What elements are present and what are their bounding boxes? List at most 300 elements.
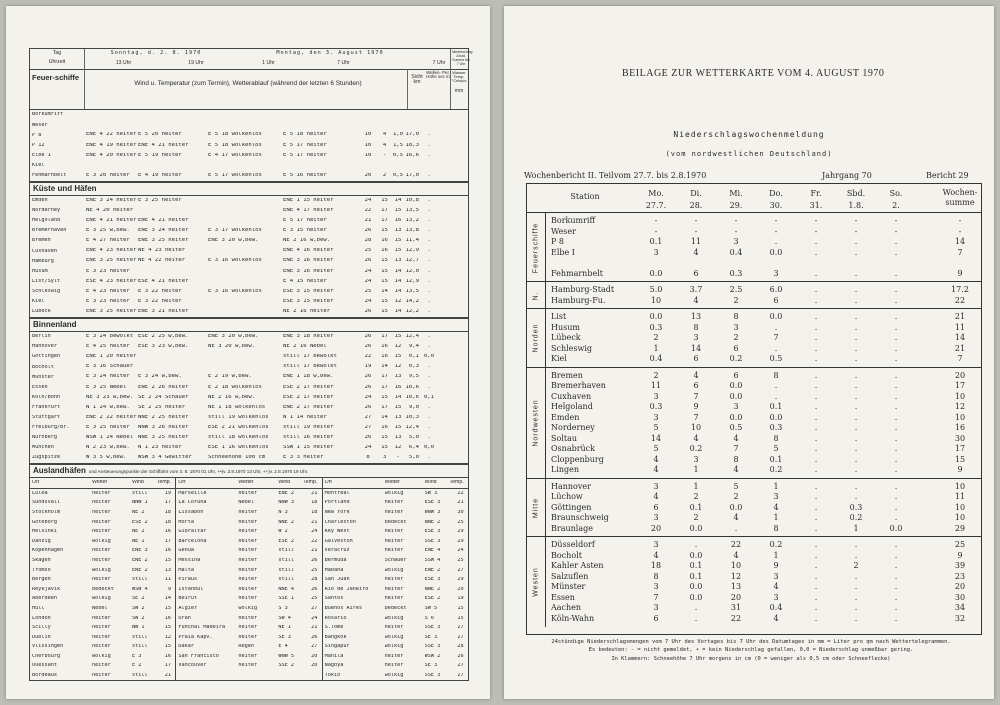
value-cell: 3.7: [689, 285, 703, 294]
table-row: [545, 258, 981, 269]
value-cell: NNE 4: [278, 586, 294, 592]
value-cell: .: [854, 492, 858, 501]
value-cell: 15: [381, 445, 388, 451]
time-19: 19 Uhr: [188, 60, 204, 66]
port-name: Bangkok: [324, 634, 347, 640]
value-cell: heiter: [238, 548, 258, 554]
sum-cell: 12: [954, 402, 966, 411]
value-cell: 15: [394, 334, 402, 340]
sum-cell: 7: [957, 354, 963, 363]
value-cell: .: [894, 268, 898, 278]
value-cell: .: [814, 391, 818, 401]
value-cell: 0.0: [769, 312, 783, 321]
value-cell: heiter: [92, 634, 111, 640]
value-cell: heiter: [92, 548, 111, 554]
value-cell: 27: [364, 424, 372, 430]
header-cell: Ort: [324, 480, 332, 486]
value-cell: 0.0: [649, 268, 663, 278]
station-name: Düsseldorf: [551, 540, 595, 549]
value-cell: heiter: [238, 653, 258, 659]
value-cell: 8: [733, 312, 739, 321]
sum-cell: 21: [954, 343, 966, 353]
observation-cell: NE 3 20 w,bew.: [208, 344, 256, 350]
value-cell: heiter: [384, 653, 404, 659]
value-cell: 0.2: [689, 444, 703, 453]
value-cell: E 4: [278, 644, 288, 650]
kueste-title: Küste und Häfen: [30, 183, 468, 196]
observation-cell: ENE 4 16 heiter: [283, 248, 334, 254]
value-cell: 6: [693, 268, 699, 278]
table-row: [30, 565, 175, 575]
table-row: [30, 594, 175, 604]
value-cell: 14: [164, 596, 171, 602]
header-cell: Wind: [424, 480, 437, 486]
observation-cell: NE 3 23 w,bew.: [86, 394, 134, 400]
value-cell: 24: [364, 197, 372, 203]
observation-cell: E 3 16 wolkenlos: [208, 288, 262, 294]
value-cell: 14: [394, 278, 402, 284]
day-header: Fr.: [810, 189, 822, 198]
value-cell: 12: [394, 344, 402, 350]
value-cell: .: [814, 603, 818, 612]
sum-cell: 16: [954, 423, 966, 432]
port-name: Montreal: [324, 490, 350, 496]
observation-cell: E 3 24 bewölkt: [86, 334, 134, 340]
value-cell: still: [132, 673, 148, 679]
table-row: [176, 508, 321, 518]
port-name: Habana: [324, 567, 344, 573]
observation-cell: N 2 23 w,bew.: [86, 445, 130, 451]
table-row: [545, 248, 981, 259]
value-cell: .: [427, 152, 431, 158]
value-cell: 12: [164, 634, 171, 640]
value-cell: .: [427, 288, 431, 294]
value-cell: 16: [381, 424, 388, 430]
value-cell: 20: [311, 653, 318, 659]
value-cell: heiter: [238, 529, 258, 535]
auslandhaefen-title: Auslandhäfen: [33, 466, 86, 475]
group-label: Nordwesten: [532, 399, 540, 447]
header-cell: Temp.: [156, 480, 171, 486]
value-cell: 3: [653, 582, 659, 591]
observation-cell: ENE 3 20 w,bew.: [208, 238, 259, 244]
observation-cell: E 4 23 heiter: [86, 288, 130, 294]
value-cell: .: [894, 571, 898, 581]
table-row: [545, 392, 981, 403]
value-cell: 3: [773, 492, 779, 501]
value-cell: 0.0: [729, 412, 743, 422]
table-row: [30, 130, 468, 140]
value-cell: .: [427, 228, 431, 234]
observation-cell: ESE 4 23 heiter: [86, 278, 137, 284]
value-cell: 14: [381, 364, 388, 370]
value-cell: 2: [733, 295, 739, 305]
value-cell: 0.3: [769, 423, 783, 432]
value-cell: 14: [394, 197, 402, 203]
time-7: 7 Uhr: [337, 60, 350, 66]
value-cell: 15: [381, 308, 388, 314]
sum-cell: 39: [954, 561, 966, 570]
table-row: [323, 652, 468, 662]
value-cell: 9: [167, 586, 171, 592]
table-row: [30, 661, 175, 671]
station-name: Helgoland: [32, 218, 61, 224]
value-cell: 6: [733, 370, 739, 380]
value-cell: 14: [394, 394, 402, 400]
value-cell: 15: [381, 394, 388, 400]
value-cell: 21: [311, 519, 318, 525]
value-cell: heiter: [238, 634, 258, 640]
value-cell: .: [774, 391, 778, 401]
value-cell: 10: [690, 423, 702, 432]
port-name: Praia Kapv.: [178, 634, 213, 640]
table-row: [545, 216, 981, 227]
value-cell: 11,4: [405, 238, 419, 244]
value-cell: heiter: [92, 615, 111, 621]
table-row: [30, 623, 175, 633]
value-cell: SSE 3: [424, 644, 441, 650]
table-header: [29, 48, 473, 109]
value-cell: .: [894, 237, 898, 246]
value-cell: .: [854, 268, 858, 278]
station-name: Cuxhaven: [32, 248, 57, 254]
value-cell: 16,6: [405, 152, 419, 158]
uhrzeit-label: Uhrzeit: [48, 59, 66, 65]
value-cell: 12,7: [405, 258, 419, 264]
value-cell: 5: [653, 423, 659, 432]
value-cell: 0.1: [689, 561, 703, 570]
value-cell: 13: [394, 228, 402, 234]
value-cell: 6: [653, 613, 659, 623]
station-name: Kiel: [32, 162, 45, 168]
value-cell: 4: [773, 502, 779, 512]
value-cell: 5.0: [649, 285, 663, 294]
table-row: [545, 371, 981, 382]
value-cell: .: [854, 550, 858, 560]
table-row: [323, 661, 468, 671]
value-cell: .: [427, 384, 431, 390]
port-name: Malta: [178, 567, 194, 573]
value-cell: .: [854, 433, 858, 443]
value-cell: heiter: [238, 615, 258, 621]
value-cell: still: [278, 548, 294, 554]
value-cell: 29: [457, 538, 464, 544]
value-cell: SSE 3: [424, 625, 441, 631]
value-cell: 12,2: [405, 308, 419, 314]
value-cell: 12,0: [405, 268, 419, 274]
station-name: Emden: [32, 198, 48, 204]
port-name: Charleston: [324, 519, 356, 525]
value-cell: ESE 3: [424, 500, 441, 506]
value-cell: .: [814, 561, 818, 570]
value-cell: 21: [457, 500, 464, 506]
value-cell: 20: [730, 592, 742, 602]
table-row: [323, 556, 468, 566]
observation-cell: NE 2 16 w,bew.: [208, 394, 256, 400]
value-cell: 3: [773, 571, 779, 581]
value-cell: 0.0: [649, 312, 663, 321]
observation-cell: NE 1 18 wolkenlos: [208, 404, 266, 410]
value-cell: 17,0: [405, 172, 419, 178]
value-cell: 12,4: [405, 334, 419, 340]
value-cell: .: [427, 248, 431, 254]
value-cell: 1,5: [392, 142, 404, 148]
station-name: Göttingen: [32, 354, 61, 360]
observation-cell: E 3 24 heiter: [86, 374, 130, 380]
header-cell: Wind: [132, 480, 144, 486]
value-cell: 24: [364, 394, 372, 400]
value-cell: 16: [381, 248, 388, 254]
value-cell: .: [854, 237, 858, 246]
station-name: Bocholt: [551, 550, 582, 560]
group-label-cell: [527, 309, 546, 368]
value-cell: WNW 5: [278, 653, 294, 659]
port-name: Vlissingen: [32, 644, 64, 650]
port-name: Marseille: [178, 490, 207, 496]
value-cell: 5: [733, 481, 739, 491]
value-cell: 9: [693, 402, 699, 411]
value-cell: heiter: [384, 577, 404, 583]
station-group: [527, 308, 981, 368]
sum-header: Wochen-summe: [942, 188, 978, 208]
sum-cell: 10: [954, 513, 966, 522]
table-row: [176, 642, 321, 652]
station-name: List/Sylt: [32, 278, 61, 284]
value-cell: -: [396, 455, 400, 461]
value-cell: 12,9: [405, 278, 419, 284]
station-name: Emden: [551, 412, 580, 422]
value-cell: heiter: [384, 529, 404, 535]
value-cell: 28: [457, 644, 464, 650]
observation-cell: NE 2 16 heiter: [283, 308, 331, 314]
value-cell: WSW 4: [132, 586, 148, 592]
observation-cell: ESE 2 25 w,bew.: [138, 334, 189, 340]
value-cell: 12: [730, 571, 742, 581]
port-name: Kopenhagen: [32, 548, 64, 554]
value-cell: 14: [394, 308, 402, 314]
station-name: Weser: [32, 122, 48, 128]
sum-cell: 9: [957, 465, 963, 474]
port-name: Vancouver: [178, 663, 207, 669]
sum-cell: 22: [954, 295, 966, 305]
value-cell: 7: [693, 412, 699, 422]
value-cell: wolkig: [384, 673, 404, 679]
value-cell: heiter: [238, 538, 258, 544]
value-cell: 5,0: [408, 434, 419, 440]
header-cell: Wind: [278, 480, 291, 486]
value-cell: 12: [394, 445, 402, 451]
sum-cell: 7: [957, 247, 963, 257]
value-cell: -: [894, 226, 898, 236]
period-label: vom 27.7. bis 2.8.1970: [614, 171, 707, 180]
port-name: Istanbul: [178, 586, 204, 592]
observation-cell: E 3 22 heiter: [138, 298, 182, 304]
page-title: BEILAGE ZUR WETTERKARTE VOM 4. AUGUST 1970: [622, 68, 885, 79]
value-cell: NE 2: [132, 509, 145, 515]
value-cell: 16: [394, 218, 402, 224]
value-cell: heiter: [92, 577, 111, 583]
value-cell: NNW 1: [132, 500, 148, 506]
value-cell: 15: [394, 354, 402, 360]
value-cell: 24: [311, 529, 318, 535]
feuerschiffe-header: Feuer-schiffe: [32, 73, 80, 82]
table-row: [545, 312, 981, 323]
value-cell: 0.3: [649, 322, 663, 332]
value-cell: 25: [457, 557, 464, 563]
group-label: Norden: [532, 323, 540, 353]
table-row: [30, 332, 468, 342]
table-row: [545, 323, 981, 334]
value-cell: 13: [394, 258, 402, 264]
group-label: Mitte: [532, 497, 540, 518]
value-cell: .: [814, 295, 818, 305]
value-cell: 1: [653, 343, 659, 353]
sicht-label: Sicht km: [411, 74, 423, 86]
value-cell: 15: [381, 258, 388, 264]
value-cell: .: [427, 278, 431, 284]
value-cell: heiter: [384, 548, 404, 554]
observation-cell: ENE 4 19 heiter: [86, 142, 137, 148]
observation-cell: still 17 bewölkt: [283, 354, 337, 360]
value-cell: wolkig: [384, 567, 404, 573]
value-cell: 17: [164, 500, 171, 506]
value-cell: 0.0: [689, 592, 703, 602]
value-cell: .: [774, 237, 778, 246]
value-cell: 4: [693, 247, 699, 257]
value-cell: 0.0: [769, 247, 783, 257]
value-cell: S 6: [424, 615, 435, 621]
observation-cell: E 5 19 heiter: [138, 152, 182, 158]
value-cell: .: [774, 322, 778, 332]
observation-cell: E 3 22 heiter: [138, 288, 182, 294]
value-cell: 15: [394, 238, 402, 244]
value-cell: 16: [164, 653, 171, 659]
value-cell: 1: [693, 465, 699, 474]
observation-cell: E 5 17 heiter: [283, 142, 327, 148]
value-cell: 6: [773, 295, 779, 305]
auslandhaefen-note: und Ansteuerungspunkte der Schiffahrt vom 3. 8. 1970 01 Uhr, +•)v. 2.8.1970 13 Uhr, ++)v. 2.8.1970 19 Uhr.: [88, 469, 309, 474]
value-cell: 4: [693, 370, 699, 380]
value-cell: SSE 1: [278, 596, 294, 602]
value-cell: wolkig: [92, 538, 111, 544]
station-name: Göttingen: [551, 502, 592, 512]
header-cell: Ort: [32, 480, 40, 486]
station-name: Köln/Bonn: [32, 394, 61, 400]
value-cell: 17: [381, 374, 388, 380]
value-cell: 14: [690, 343, 702, 353]
mm-label: mm: [454, 88, 464, 94]
value-cell: .: [427, 374, 431, 380]
port-name: London: [32, 615, 51, 621]
station-name: München: [32, 445, 54, 451]
table-row: [30, 382, 468, 392]
value-cell: NE 1: [132, 538, 145, 544]
observation-cell: E 5 16 heiter: [283, 172, 327, 178]
table-row: [30, 633, 175, 643]
value-cell: 5,0: [408, 455, 419, 461]
observation-cell: E 5 17 heiter: [283, 152, 327, 158]
table-row: [30, 402, 468, 412]
value-cell: 8: [773, 523, 779, 533]
port-name: S.Tome: [324, 625, 344, 631]
value-cell: 14,2: [405, 298, 419, 304]
value-cell: 22: [311, 538, 318, 544]
observation-cell: E 3 25 heiter: [86, 424, 130, 430]
value-cell: .: [427, 197, 431, 203]
value-cell: .: [814, 312, 818, 321]
observation-cell: N 1 24 w,bew.: [86, 404, 130, 410]
value-cell: .: [694, 540, 698, 549]
table-row: [176, 613, 321, 623]
observation-cell: ENE 3 20 w,bew.: [208, 334, 259, 340]
value-cell: 4: [733, 513, 739, 522]
sum-cell: 11: [954, 492, 966, 501]
value-cell: wolkig: [384, 615, 404, 621]
value-cell: heiter: [238, 663, 258, 669]
observation-cell: ENE 4 23 heiter: [86, 248, 137, 254]
value-cell: 10: [364, 142, 372, 148]
table-row: [30, 276, 468, 286]
table-row: [30, 120, 468, 130]
kueste-section: [29, 182, 469, 318]
value-cell: -: [734, 226, 738, 236]
value-cell: 10,6: [405, 384, 419, 390]
observation-cell: still 18 wolkenlos: [208, 434, 269, 440]
table-row: [30, 613, 175, 623]
port-name: Rio de Janeiro: [324, 586, 369, 592]
value-cell: N 3: [278, 509, 288, 515]
day-header: Mi.: [729, 189, 743, 198]
value-cell: .: [894, 550, 898, 560]
station-name: Kiel: [551, 354, 567, 363]
observation-cell: SE 2 25 heiter: [138, 404, 186, 410]
station-name: Lingen: [551, 465, 580, 474]
value-cell: 4: [653, 454, 659, 464]
value-cell: W 2: [278, 529, 288, 535]
table-row: [323, 613, 468, 623]
value-cell: 13: [164, 567, 171, 573]
table-row: [545, 551, 981, 562]
table-row: [30, 604, 175, 614]
value-cell: .: [854, 370, 858, 380]
value-cell: 22: [457, 490, 464, 496]
value-cell: 28: [311, 577, 318, 583]
value-cell: 0.0: [729, 381, 743, 390]
table-row: [323, 489, 468, 499]
value-cell: -: [814, 216, 818, 225]
value-cell: .: [814, 433, 818, 443]
value-cell: .: [854, 381, 858, 390]
value-cell: 0.0: [729, 502, 743, 512]
station-name: P 8: [32, 132, 42, 138]
value-cell: .: [894, 465, 898, 474]
observation-cell: NE 2 16 Nebel: [283, 344, 327, 350]
value-cell: 26: [311, 557, 318, 563]
value-cell: NW 1: [132, 625, 145, 631]
value-cell: 21: [311, 490, 318, 496]
value-cell: heiter: [384, 538, 404, 544]
table-row: [545, 269, 981, 280]
value-cell: 27: [457, 673, 464, 679]
value-cell: 5: [653, 444, 659, 453]
table-row: [30, 110, 468, 120]
port-name: Buenos Aires: [324, 605, 363, 611]
value-cell: 3: [653, 481, 659, 491]
value-cell: 18: [164, 519, 171, 525]
value-cell: 25: [457, 519, 464, 525]
value-cell: 0.4: [729, 247, 743, 257]
table-row: [545, 402, 981, 413]
